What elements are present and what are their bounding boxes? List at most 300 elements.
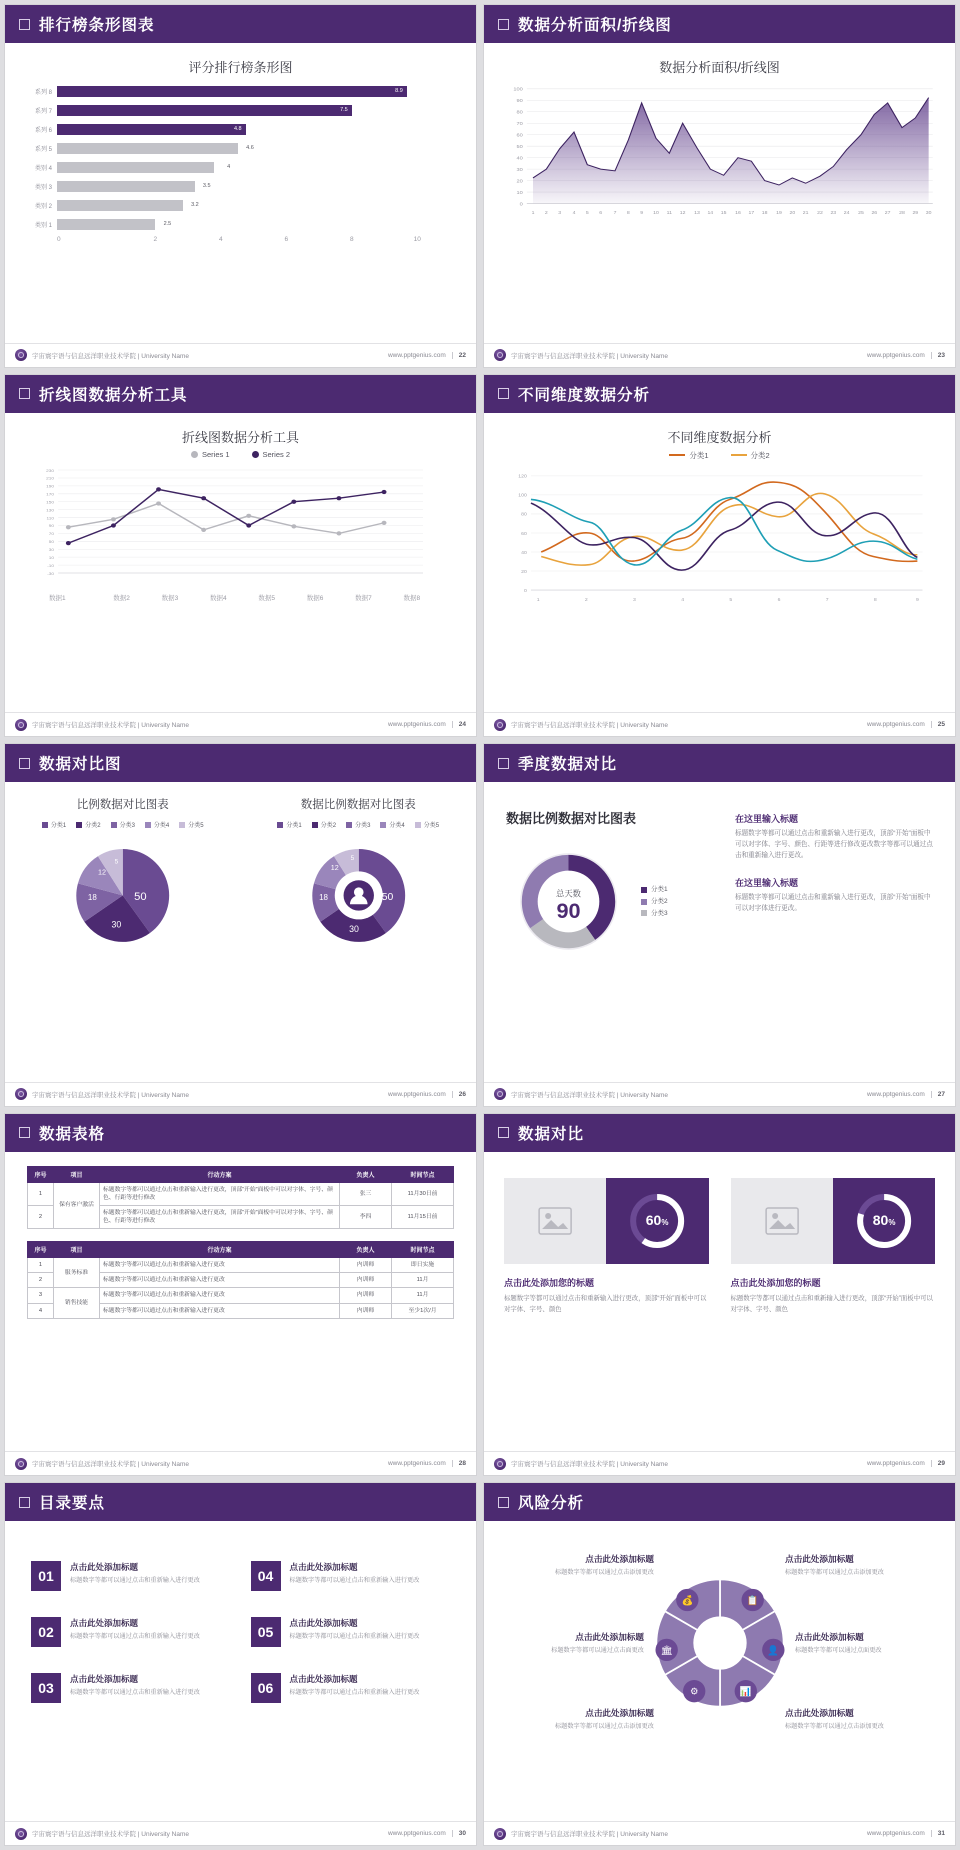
cell: 服务标准 — [54, 1258, 100, 1288]
slide-footer — [484, 1451, 955, 1475]
slide-multi-dimension — [483, 374, 956, 738]
svg-text:40: 40 — [516, 155, 523, 162]
chart-title: 评分排行榜条形图 — [188, 60, 293, 75]
svg-text:18: 18 — [318, 893, 328, 903]
donut-chart-block — [241, 782, 477, 961]
caption-heading: 点击此处添加您的标题 — [504, 1277, 595, 1288]
svg-text:8: 8 — [626, 211, 630, 216]
bar-row — [17, 179, 450, 194]
toc-text: 标题数字等都可以通过点击和重新输入进行更改 — [289, 1577, 420, 1585]
toc-number: 02 — [31, 1617, 61, 1647]
col-header: 时间节点 — [392, 1166, 454, 1182]
svg-text:5: 5 — [729, 597, 733, 603]
slide-header — [484, 5, 955, 43]
square-icon — [19, 758, 30, 769]
svg-text:18: 18 — [761, 211, 768, 216]
slide-header — [5, 1114, 476, 1152]
svg-text:90: 90 — [516, 98, 523, 104]
legend-line-icon — [669, 454, 685, 456]
bar-chart — [5, 76, 476, 243]
legend-label: 分类1 — [651, 886, 668, 894]
chart-legend — [484, 450, 955, 461]
school-logo-icon — [494, 349, 506, 361]
slide-footer — [5, 712, 476, 736]
toc-item[interactable] — [251, 1617, 451, 1647]
risk-label — [795, 1631, 945, 1656]
svg-text:📋: 📋 — [746, 1595, 759, 1607]
col-header: 行动方案 — [100, 1166, 340, 1182]
caption-block — [731, 1276, 936, 1316]
percent-ring — [833, 1178, 935, 1264]
cell: 4 — [28, 1303, 54, 1318]
toc-text: 标题数字等都可以通过点击和重新输入进行更改 — [70, 1689, 200, 1697]
legend-label: 分类2 — [320, 823, 337, 830]
legend-item — [415, 820, 439, 829]
table-header-row — [28, 1242, 454, 1258]
slide-body — [5, 782, 476, 1082]
svg-text:3: 3 — [558, 211, 562, 216]
square-icon — [498, 1497, 509, 1508]
slide-title: 不同维度数据分析 — [518, 386, 651, 404]
svg-text:总天数: 总天数 — [556, 888, 581, 899]
axis-tick: 2 — [153, 236, 158, 243]
col-header: 项目 — [54, 1166, 100, 1182]
footer-site: www.pptgenius.com — [866, 1460, 925, 1468]
risk-text: 标题数字等都可以通过点击添加更改 — [555, 1569, 654, 1577]
toc-text: 标题数字等都可以通过点击和重新输入进行更改 — [70, 1633, 200, 1641]
square-icon — [498, 758, 509, 769]
svg-text:1: 1 — [531, 211, 535, 216]
slide-header — [484, 1114, 955, 1152]
footer-org: 宇宙寰宇语与信息远洋职业技术学院 | University Name — [511, 1831, 668, 1838]
legend-label: 分类3 — [355, 823, 371, 830]
donut-legend — [641, 884, 668, 919]
svg-text:12: 12 — [679, 211, 686, 216]
legend-item — [312, 820, 336, 829]
chart-title: 比例数据对比图表 — [76, 799, 169, 812]
legend-label: 分类5 — [188, 823, 204, 830]
cell: 即日实施 — [392, 1258, 454, 1273]
bar-label: 系列 5 — [34, 147, 52, 153]
cell: 张三 — [340, 1182, 392, 1205]
toc-heading: 点击此处添加标题 — [289, 1562, 358, 1573]
svg-text:27: 27 — [884, 211, 891, 216]
svg-text:5: 5 — [114, 858, 119, 866]
slide-header — [5, 744, 476, 782]
toc-text: 标题数字等都可以通过点击和重新输入进行更改 — [70, 1577, 200, 1585]
svg-text:5: 5 — [585, 211, 589, 216]
caption-block — [504, 1276, 709, 1316]
svg-text:100: 100 — [513, 86, 523, 93]
toc-heading: 点击此处添加标题 — [289, 1674, 358, 1685]
caption-heading: 点击此处添加您的标题 — [730, 1277, 821, 1288]
svg-text:25: 25 — [858, 211, 864, 216]
legend-marker-icon — [252, 451, 259, 458]
legend-marker-icon — [191, 451, 198, 458]
slide-body — [484, 1521, 955, 1821]
footer-site: www.pptgenius.com — [866, 1090, 925, 1098]
svg-text:7: 7 — [613, 211, 617, 216]
cell: 内训师 — [340, 1273, 392, 1288]
svg-text:30: 30 — [516, 167, 523, 173]
slide-footer — [484, 712, 955, 736]
legend-label: 分类5 — [423, 823, 440, 830]
cell: 标题数字等都可以通过点击和重新输入进行更改，顶部“开始”面板中可以对字体、字号、颜色、行距等进行修改 — [100, 1182, 340, 1205]
school-logo-icon — [15, 349, 27, 361]
footer-site: www.pptgenius.com — [866, 721, 925, 729]
slide-title: 数据对比图 — [39, 756, 122, 774]
legend-item — [731, 450, 770, 461]
slide-header — [484, 1483, 955, 1521]
svg-text:10: 10 — [48, 554, 54, 560]
svg-text:5: 5 — [350, 855, 354, 863]
slide-footer — [5, 1821, 476, 1845]
risk-text: 标题数字等都可以通过点击面更改 — [551, 1647, 644, 1655]
risk-heading: 点击此处添加标题 — [575, 1632, 644, 1643]
slide-footer — [484, 1821, 955, 1845]
school-logo-icon — [15, 719, 27, 731]
cell: 2 — [28, 1273, 54, 1288]
toc-number: 05 — [251, 1617, 281, 1647]
footer-site: www.pptgenius.com — [866, 1830, 925, 1837]
risk-label — [785, 1553, 935, 1578]
risk-label — [494, 1631, 644, 1656]
bar-value: 4.8 — [233, 126, 242, 132]
svg-text:70: 70 — [48, 531, 54, 536]
svg-text:🏛: 🏛 — [660, 1645, 673, 1657]
footer-org: 宇宙寰宇语与信息远洋职业技术学院 | University Name — [32, 1831, 189, 1838]
svg-text:9: 9 — [640, 211, 644, 216]
toc-item[interactable] — [251, 1561, 451, 1591]
footer-org: 宇宙寰宇语与信息远洋职业技术学院 | University Name — [511, 722, 668, 730]
svg-text:0: 0 — [524, 588, 527, 594]
svg-text:50: 50 — [134, 891, 147, 904]
square-icon — [498, 1127, 509, 1138]
svg-text:30: 30 — [348, 924, 359, 935]
svg-text:80%: 80% — [872, 1211, 896, 1228]
slide-header — [5, 5, 476, 43]
svg-text:1: 1 — [536, 597, 540, 603]
compare-card — [504, 1178, 709, 1264]
svg-text:30: 30 — [925, 211, 932, 216]
slide-line-tool — [4, 374, 477, 738]
toc-grid — [5, 1521, 476, 1703]
legend-label: 分类1 — [689, 450, 709, 460]
axis-tick: 数据4 — [210, 594, 227, 602]
svg-text:4: 4 — [681, 597, 685, 603]
legend-item — [669, 450, 708, 461]
legend-item — [76, 820, 100, 829]
square-icon — [19, 1497, 30, 1508]
toc-number: 04 — [251, 1561, 281, 1591]
slide-footer — [5, 343, 476, 367]
legend-item — [346, 820, 370, 829]
svg-text:💰: 💰 — [680, 1595, 693, 1607]
risk-text: 标题数字等都可以通过点击添加更改 — [555, 1723, 654, 1731]
page-number: 29 — [931, 1460, 945, 1467]
toc-heading: 点击此处添加标题 — [70, 1562, 139, 1573]
svg-text:19: 19 — [776, 211, 782, 216]
slide-ranking-bar — [4, 4, 477, 368]
svg-text:7: 7 — [825, 597, 829, 603]
svg-text:3: 3 — [633, 597, 636, 603]
axis-tick: 10 — [413, 236, 421, 243]
pie-charts — [5, 782, 476, 961]
svg-text:📊: 📊 — [739, 1686, 752, 1698]
svg-text:12: 12 — [330, 862, 339, 872]
school-logo-icon — [15, 1458, 27, 1470]
svg-text:30: 30 — [48, 546, 54, 552]
cell: 保有客户激活 — [54, 1182, 100, 1228]
square-icon — [19, 388, 30, 399]
toc-text: 标题数字等都可以通过点击和重新输入进行更改 — [289, 1633, 420, 1641]
svg-text:8: 8 — [873, 597, 877, 603]
slide-title: 折线图数据分析工具 — [39, 386, 188, 404]
slide-footer — [484, 343, 955, 367]
toc-heading: 点击此处添加标题 — [70, 1618, 139, 1629]
svg-text:18: 18 — [87, 893, 97, 903]
compare-card — [731, 1178, 936, 1264]
legend-label: 分类4 — [153, 823, 170, 830]
bar-value: 7.5 — [340, 107, 348, 113]
col-header: 负责人 — [340, 1166, 392, 1182]
toc-item[interactable] — [31, 1617, 231, 1647]
footer-site: www.pptgenius.com — [387, 1090, 446, 1098]
slide-quarterly-compare — [483, 743, 956, 1107]
svg-text:50: 50 — [516, 144, 523, 150]
cell: 内训师 — [340, 1258, 392, 1273]
toc-item[interactable] — [31, 1561, 231, 1591]
school-logo-icon — [494, 1458, 506, 1470]
svg-text:28: 28 — [899, 211, 905, 216]
cell: 11月15日前 — [392, 1206, 454, 1229]
svg-text:60%: 60% — [646, 1211, 669, 1228]
risk-heading: 点击此处添加标题 — [785, 1554, 854, 1565]
legend-item — [42, 820, 66, 829]
page-number: 26 — [452, 1091, 466, 1098]
axis-tick: 数据5 — [258, 594, 275, 602]
legend-label: 分类2 — [85, 823, 101, 830]
toc-number: 03 — [31, 1673, 61, 1703]
col-header: 序号 — [28, 1166, 54, 1182]
svg-text:80: 80 — [516, 109, 523, 116]
svg-text:80: 80 — [521, 512, 527, 518]
svg-text:👤: 👤 — [766, 1645, 779, 1657]
line-chart — [5, 459, 476, 595]
card-row — [504, 1178, 935, 1264]
toc-text: 标题数字等都可以通过点击和重新输入进行更改 — [289, 1689, 420, 1697]
svg-text:23: 23 — [830, 211, 837, 216]
toc-item[interactable] — [251, 1673, 451, 1703]
percent-ring — [606, 1178, 708, 1264]
toc-item[interactable] — [31, 1673, 231, 1703]
svg-text:4: 4 — [572, 211, 576, 216]
bar-label: 类别 2 — [34, 204, 52, 210]
toc-number: 01 — [31, 1561, 61, 1591]
cell: 标题数字等都可以通过点击和重新输入进行更改 — [100, 1303, 340, 1318]
axis-tick: 数据2 — [113, 594, 130, 602]
chart-title: 数据分析面积/折线图 — [659, 60, 780, 75]
svg-text:22: 22 — [817, 211, 823, 216]
footer-org: 宇宙寰宇语与信息远洋职业技术学院 | University Name — [32, 352, 189, 360]
svg-text:50: 50 — [48, 538, 54, 544]
slide-pie-compare — [4, 743, 477, 1107]
cell: 标题数字等都可以通过点击和重新输入进行更改，顶部“开始”面板中可以对字体、字号、颜色、行距等进行修改 — [100, 1206, 340, 1229]
risk-heading: 点击此处添加标题 — [585, 1554, 654, 1565]
col-header: 项目 — [54, 1242, 100, 1258]
legend-label: Series 2 — [262, 449, 291, 459]
slide-tables — [4, 1113, 477, 1477]
bar-row — [17, 217, 450, 232]
page-number: 25 — [931, 721, 945, 728]
legend-item — [277, 820, 301, 829]
bar-row — [17, 122, 450, 137]
footer-site: www.pptgenius.com — [866, 351, 925, 359]
square-icon — [498, 19, 509, 30]
risk-text: 标题数字等都可以通过点击添加更改 — [785, 1723, 884, 1731]
image-placeholder — [504, 1178, 606, 1264]
legend-label: 分类4 — [389, 823, 405, 830]
toc-heading: 点击此处添加标题 — [70, 1674, 139, 1685]
cell: 标题数字等都可以通过点击和重新输入进行更改 — [100, 1258, 340, 1273]
school-logo-icon — [15, 1828, 27, 1840]
pie-chart-block — [5, 782, 241, 961]
footer-site: www.pptgenius.com — [387, 351, 446, 359]
legend-label: Series 1 — [201, 449, 230, 459]
risk-text: 标题数字等都可以通过点面更改 — [795, 1647, 882, 1655]
slide-toc — [4, 1482, 477, 1846]
legend-item — [252, 450, 291, 459]
svg-text:14: 14 — [707, 211, 714, 216]
bar-label: 类别 3 — [34, 185, 52, 191]
donut-block — [506, 808, 721, 964]
chart-title: 不同维度数据分析 — [667, 429, 772, 445]
svg-text:30: 30 — [111, 919, 122, 930]
page-number: 28 — [452, 1460, 466, 1467]
svg-text:2: 2 — [544, 211, 548, 216]
slide-header — [484, 744, 955, 782]
svg-text:100: 100 — [518, 493, 527, 499]
risk-text: 标题数字等都可以通过点击添加更改 — [785, 1569, 884, 1577]
page-number: 30 — [452, 1830, 466, 1837]
bar-value: 4.6 — [246, 145, 254, 151]
square-icon — [19, 19, 30, 30]
bar-label: 类别 1 — [34, 223, 52, 229]
cell: 内训师 — [340, 1303, 392, 1318]
axis-tick: 数据8 — [403, 594, 421, 602]
axis-tick: 数据6 — [306, 594, 324, 602]
axis-tick: 数据7 — [355, 594, 372, 602]
col-header: 行动方案 — [100, 1242, 340, 1258]
legend-label: 分类3 — [119, 823, 135, 830]
bar-row — [17, 141, 450, 156]
col-header: 序号 — [28, 1242, 54, 1258]
cell: 11月 — [392, 1288, 454, 1303]
school-logo-icon — [15, 1088, 27, 1100]
slide-title: 季度数据对比 — [518, 756, 618, 774]
page-number: 31 — [931, 1830, 945, 1837]
table-header-row — [28, 1166, 454, 1182]
risk-label — [504, 1553, 654, 1578]
bar-value: 3.2 — [191, 202, 199, 208]
bar-value: 2.5 — [163, 221, 172, 227]
caption-text: 标题数字等都可以通过点击和重新输入进行更改，顶部“开始”面板中可以对字体、字号、颜色 — [730, 1294, 933, 1313]
svg-text:13: 13 — [694, 211, 700, 216]
toc-number: 06 — [251, 1673, 281, 1703]
footer-org: 宇宙寰宇语与信息远洋职业技术学院 | University Name — [511, 1461, 668, 1469]
risk-heading: 点击此处添加标题 — [795, 1632, 864, 1643]
svg-text:29: 29 — [912, 211, 919, 216]
school-logo-icon — [494, 1088, 506, 1100]
table-row — [28, 1258, 454, 1273]
block-heading: 在这里输入标题 — [735, 814, 799, 825]
legend-label: 分类2 — [651, 897, 668, 905]
cell: 11月 — [392, 1273, 454, 1288]
svg-text:10: 10 — [516, 190, 523, 196]
bar-label: 系列 8 — [34, 90, 52, 96]
slide-title: 数据对比 — [518, 1125, 585, 1143]
slide-header — [5, 1483, 476, 1521]
svg-text:50: 50 — [381, 892, 393, 904]
svg-text:40: 40 — [521, 550, 527, 556]
legend-line-icon — [731, 454, 747, 456]
cell: 1 — [28, 1182, 54, 1205]
bar-value: 4 — [227, 164, 231, 170]
svg-text:12: 12 — [97, 867, 106, 877]
svg-text:20: 20 — [521, 569, 527, 575]
svg-text:120: 120 — [518, 474, 527, 480]
legend-label: 分类2 — [750, 450, 770, 460]
svg-text:26: 26 — [871, 211, 878, 216]
svg-text:130: 130 — [46, 507, 54, 512]
table-one — [5, 1152, 476, 1229]
block-heading: 在这里输入标题 — [735, 877, 799, 888]
text-blocks — [735, 808, 937, 964]
legend-item — [191, 450, 230, 459]
legend-label: 分类1 — [286, 823, 302, 830]
footer-site: www.pptgenius.com — [387, 1830, 446, 1837]
toc-heading: 点击此处添加标题 — [289, 1618, 358, 1629]
svg-text:20: 20 — [789, 211, 796, 216]
legend-item — [179, 820, 203, 829]
table-two — [5, 1229, 476, 1318]
footer-site: www.pptgenius.com — [387, 1460, 446, 1468]
svg-text:15: 15 — [720, 211, 727, 216]
cell: 2 — [28, 1206, 54, 1229]
slide-body — [484, 413, 955, 713]
slide-body — [484, 1152, 955, 1452]
page-number: 23 — [931, 352, 945, 359]
footer-org: 宇宙寰宇语与信息远洋职业技术学院 | University Name — [32, 722, 189, 730]
slide-data-compare-cards — [483, 1113, 956, 1477]
slide-title: 目录要点 — [39, 1495, 106, 1513]
footer-org: 宇宙寰宇语与信息远洋职业技术学院 | University Name — [511, 352, 668, 360]
cell: 标题数字等都可以通过点击和重新输入进行更改 — [100, 1273, 340, 1288]
slide-header — [484, 375, 955, 413]
svg-text:170: 170 — [46, 491, 54, 497]
card-captions — [504, 1276, 935, 1316]
legend-label: 分类1 — [50, 823, 67, 830]
page-number: 27 — [931, 1091, 945, 1098]
svg-text:210: 210 — [46, 475, 54, 481]
cell: 李四 — [340, 1206, 392, 1229]
svg-text:60: 60 — [516, 132, 523, 139]
slide-title: 数据表格 — [39, 1125, 106, 1143]
bar-value: 3.5 — [202, 183, 211, 189]
page-number: 22 — [452, 352, 466, 359]
cell: 销售技能 — [54, 1288, 100, 1318]
svg-text:10: 10 — [653, 211, 659, 216]
